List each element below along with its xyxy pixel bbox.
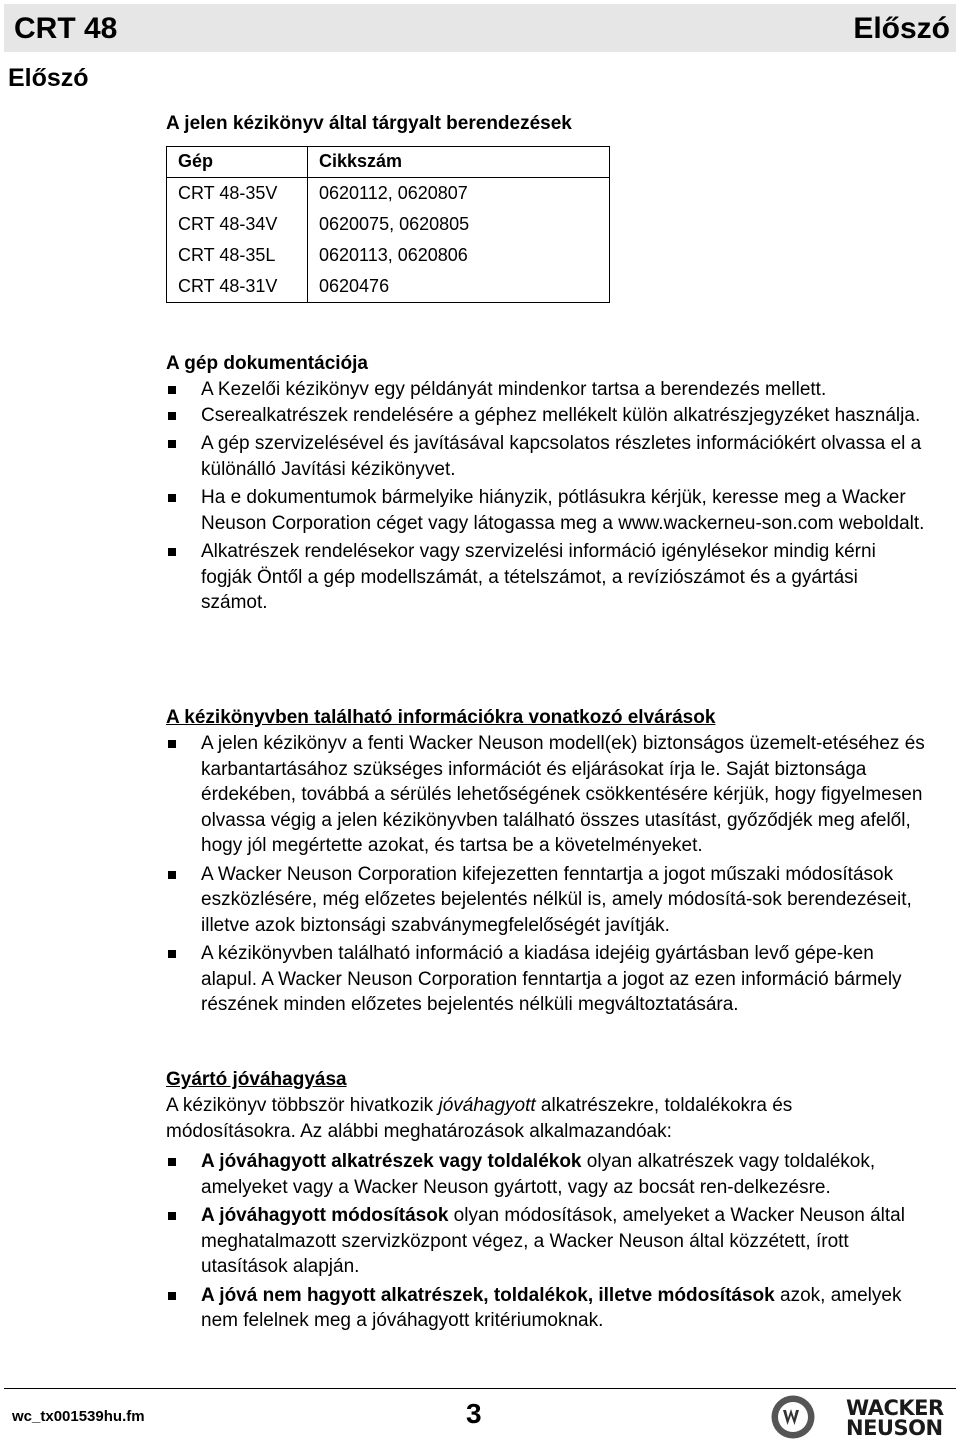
bullet-icon xyxy=(168,440,176,448)
header-model: CRT 48 xyxy=(14,12,118,45)
list-item: A kézikönyvben található információ a kiadása idejéig gyártásban levő gépe-ken alapul. A Wacker Neuson Corporation fenntartja a jogot az ezen információ bármely részének minden előzetes bejelentés nélküli megváltoztatására. xyxy=(166,941,926,1018)
table-cell: CRT 48-31V xyxy=(167,271,308,303)
expectations-list xyxy=(166,731,926,1018)
bullet-icon xyxy=(168,412,176,420)
list-item: A gép szervizelésével és javításával kapcsolatos részletes információkért olvassa el a különálló Javítási kézikönyvet. xyxy=(166,431,926,482)
list-item: A jóváhagyott alkatrészek vagy toldalékok olyan alkatrészek vagy toldalékok, amelyeket vagy a Wacker Neuson gyártott, vagy az bocsát ren-delkezésre. xyxy=(166,1149,926,1200)
table-cell: CRT 48-34V xyxy=(167,209,308,240)
bullet-icon xyxy=(168,950,176,958)
bullet-icon xyxy=(168,386,176,394)
header-section: Előszó xyxy=(853,12,950,45)
list-item: Cserealkatrészek rendelésére a géphez mellékelt külön alkatrészjegyzéket használja. xyxy=(166,403,926,429)
table-header-cell: Cikkszám xyxy=(308,147,610,178)
machines-heading: A jelen kézikönyv által tárgyalt berendezések xyxy=(166,113,572,134)
page-header xyxy=(4,4,956,52)
expectations-heading: A kézikönyvben található információkra vonatkozó elvárások xyxy=(166,707,716,728)
wacker-neuson-logo-icon xyxy=(770,1394,816,1440)
table-row xyxy=(167,271,610,303)
page-title: Előszó xyxy=(8,64,89,92)
list-item: A Kezelői kézikönyv egy példányát mindenkor tartsa a berendezés mellett. xyxy=(166,377,926,403)
footer-filename: wc_tx001539hu.fm xyxy=(12,1408,145,1425)
docs-heading: A gép dokumentációja xyxy=(166,353,368,374)
table-header-cell: Gép xyxy=(167,147,308,178)
table-header-row xyxy=(167,147,610,178)
bullet-icon xyxy=(168,740,176,748)
table-row xyxy=(167,240,610,271)
docs-list xyxy=(166,377,926,616)
table-cell: 0620112, 0620807 xyxy=(308,178,610,210)
bullet-icon xyxy=(168,494,176,502)
list-item: A jelen kézikönyv a fenti Wacker Neuson modell(ek) biztonságos üzemelt-etéséhez és karbantartásához szükséges információt és eljárásokat írja le. Saját biztonsága érdekében, továbbá a sérülés lehetőségének csökkentésére kérjük, hogy figyelmesen olvassa végig a jelen kézikönyvben található összes utasítást, győződjék meg afelől, hogy jól megértette azokat, és tartsa be a követelményeket. xyxy=(166,731,926,859)
bullet-icon xyxy=(168,1212,176,1220)
list-item: A jóvá nem hagyott alkatrészek, toldalékok, illetve módosítások azok, amelyek nem felelnek meg a jóváhagyott kritériumoknak. xyxy=(166,1283,926,1334)
table-row xyxy=(167,178,610,210)
table-cell: 0620113, 0620806 xyxy=(308,240,610,271)
list-item: Ha e dokumentumok bármelyike hiányzik, pótlásukra kérjük, keresse meg a Wacker Neuson Corporation céget vagy látogassa meg a www.wackerneu-son.com weboldalt. xyxy=(166,485,926,536)
bullet-icon xyxy=(168,548,176,556)
table-cell: CRT 48-35L xyxy=(167,240,308,271)
machines-table xyxy=(166,146,610,303)
bullet-icon xyxy=(168,871,176,879)
list-item: Alkatrészek rendelésekor vagy szervizelési információ igénylésekor mindig kérni fogják Öntől a gép modellszámát, a tételszámot, a revíziószámot és a gyártási számot. xyxy=(166,539,926,616)
table-row xyxy=(167,209,610,240)
table-cell: CRT 48-35V xyxy=(167,178,308,210)
wacker-neuson-logo-text: WACKER NEUSON xyxy=(846,1396,944,1440)
table-cell: 0620075, 0620805 xyxy=(308,209,610,240)
approval-list xyxy=(166,1149,926,1334)
approval-intro: A kézikönyv többször hivatkozik jóváhagyott alkatrészekre, toldalékokra és módosításokra. Az alábbi meghatározások alkalmazandóak: xyxy=(166,1095,793,1142)
list-item: A Wacker Neuson Corporation kifejezetten fenntartja a jogot műszaki módosítások eszközlésére, még előzetes bejelentés nélkül is, amely módosítá-sok berendezéseit, illetve azok biztonsági szabványmegfelelőségét javítják. xyxy=(166,862,926,939)
page-number: 3 xyxy=(466,1398,482,1429)
list-item: A jóváhagyott módosítások olyan módosítások, amelyeket a Wacker Neuson által meghatalmazott szervizközpont végez, a Wacker Neuson által közzétett, írott utasítások alapján. xyxy=(166,1203,926,1280)
approval-heading: Gyártó jóváhagyása xyxy=(166,1069,347,1090)
bullet-icon xyxy=(168,1158,176,1166)
table-cell: 0620476 xyxy=(308,271,610,303)
bullet-icon xyxy=(168,1292,176,1300)
footer-divider xyxy=(4,1388,956,1389)
